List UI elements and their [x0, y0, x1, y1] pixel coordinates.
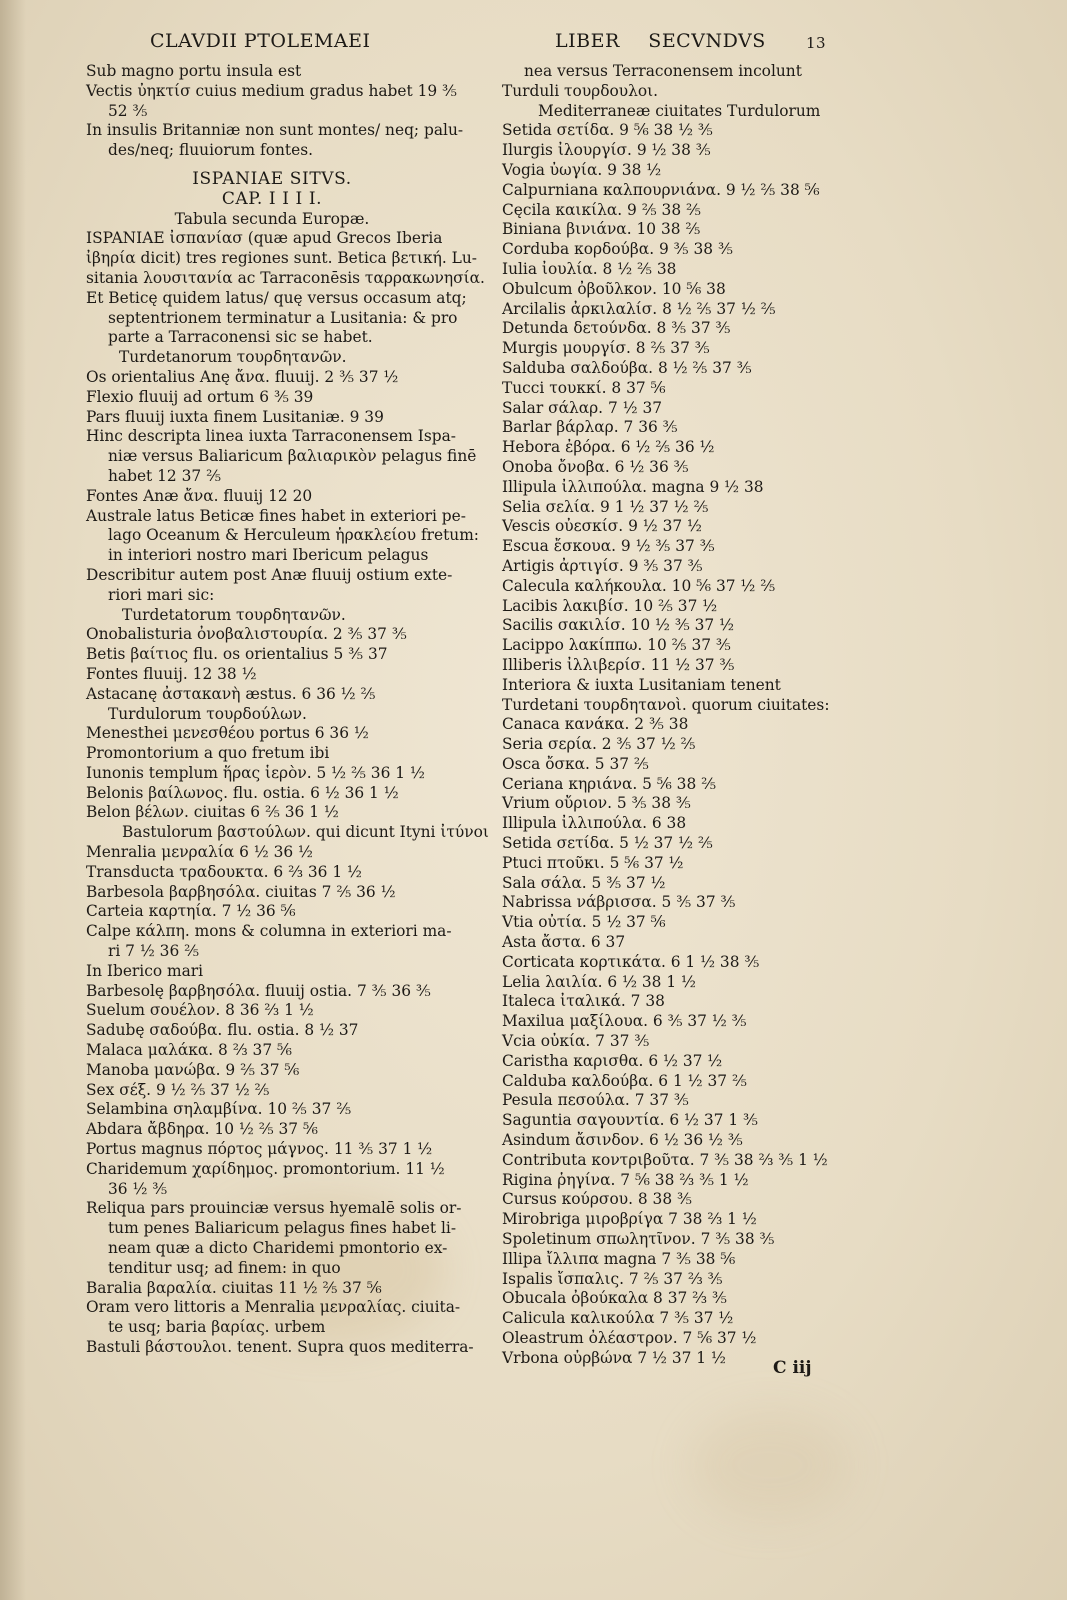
text-line: Australe latus Beticæ fines habet in exteriori pe-: [86, 506, 466, 525]
gazetteer-entry: Ceriana κηριάνα. 5 ⅚ 38 ⅖: [502, 774, 717, 793]
gazetteer-entry: Osca ὄσκα. 5 37 ⅖: [502, 754, 649, 773]
gazetteer-entry: Sacilis σακιλίσ. 10 ½ ⅗ 37 ½: [502, 616, 735, 635]
text-line: 36 ½ ⅗: [108, 1179, 168, 1198]
gazetteer-entry: Interiora & iuxta Lusitaniam tenent: [502, 675, 781, 694]
signature-mark: C iij: [773, 1358, 812, 1378]
chapter-heading: CAP. I I I I.: [221, 188, 323, 209]
text-line: Bastulorum βαστούλων. qui dicunt Ityni ἰτύνοι: [122, 823, 489, 842]
text-line: Charidemum χαρίδημος. promontorium. 11 ½: [86, 1159, 445, 1178]
folio-number: 13: [806, 34, 827, 52]
text-line: Carteia καρτηία. 7 ½ 36 ⅚: [86, 902, 296, 921]
gazetteer-entry: Obulcum ὀβοῦλκον. 10 ⅚ 38: [502, 279, 726, 298]
gazetteer-entry: Illipa ἴλλιπα magna 7 ⅗ 38 ⅚: [502, 1249, 736, 1268]
text-line: tum penes Baliaricum pelagus fines habet li-: [108, 1219, 457, 1238]
text-line: 52 ⅗: [108, 101, 148, 120]
text-line: Vectis ὐηκτίσ cuius medium gradus habet 19 ⅗: [86, 81, 457, 100]
text-line: Oram vero littoris a Menralia μενραλίας. ciuita-: [86, 1298, 461, 1317]
gazetteer-entry: Salar σάλαρ. 7 ½ 37: [502, 398, 663, 417]
gazetteer-entry: Spoletinum σπωλητῖνον. 7 ⅗ 38 ⅗: [502, 1230, 775, 1249]
gazetteer-entry: Artigis ἀρτιγίσ. 9 ⅗ 37 ⅗: [502, 556, 703, 575]
text-line: Flexio fluuij ad ortum 6 ⅗ 39: [86, 387, 314, 406]
gazetteer-entry: Calpurniana καλπουρνιάνα. 9 ½ ⅖ 38 ⅚: [502, 180, 820, 199]
gazetteer-entry: Ilurgis ἰλουργίσ. 9 ½ 38 ⅗: [502, 141, 711, 160]
text-line: Turdulorum τουρδούλων.: [108, 704, 307, 723]
text-line: ri 7 ½ 36 ⅖: [108, 942, 200, 961]
text-line: Sub magno portu insula est: [86, 62, 302, 80]
gazetteer-entry: Setida σετίδα. 5 ½ 37 ½ ⅖: [502, 834, 713, 853]
text-line: Abdara ἄβδηρα. 10 ½ ⅖ 37 ⅚: [86, 1120, 318, 1139]
gazetteer-entry: Vcia οὐκία. 7 37 ⅗: [502, 1032, 650, 1051]
text-line: tenditur usq; ad finem: in quo: [108, 1258, 341, 1277]
gazetteer-entry: Italeca ἰταλικά. 7 38: [502, 992, 665, 1011]
text-line: Astacanę ἀστακανὴ æstus. 6 36 ½ ⅖: [86, 684, 376, 703]
text-line: Transducta τραδουκτα. 6 ⅔ 36 1 ½: [86, 862, 362, 881]
text-line: Barbesolę βαρβησόλα. fluuij ostia. 7 ⅗ 36 ⅗: [86, 981, 431, 1000]
gazetteer-entry: Cursus κούρσου. 8 38 ⅗: [502, 1190, 692, 1209]
running-title-left: CLAVDII PTOLEMAEI: [150, 30, 371, 52]
gazetteer-entry: Illipula ἰλλιπούλα. 6 38: [502, 814, 687, 833]
gazetteer-entry: Arcilalis ἀρκιλαλίσ. 8 ½ ⅖ 37 ½ ⅖: [502, 299, 776, 318]
gazetteer-entry: Iulia ἰουλία. 8 ½ ⅖ 38: [502, 259, 677, 278]
text-line: Et Beticę quidem latus/ quę versus occasum atq;: [86, 288, 467, 307]
text-line: Fontes Anæ ἄνα. fluuij 12 20: [86, 486, 313, 505]
gazetteer-entry: Cęcila καικίλα. 9 ⅖ 38 ⅖: [502, 200, 701, 219]
text-line: Betis βαίτιος flu. os orientalius 5 ⅗ 37: [86, 645, 388, 664]
gazetteer-entry: Vrium οὔριον. 5 ⅗ 38 ⅗: [502, 794, 691, 813]
text-line: niæ versus Baliaricum βαλιαρικὸν pelagus finē: [108, 447, 477, 466]
text-line: Onobalisturia ὀνοβαλιστουρία. 2 ⅗ 37 ⅗: [86, 625, 407, 644]
left-text-column: [86, 62, 489, 1358]
gazetteer-entry: Caristha καρισθα. 6 ½ 37 ½: [502, 1051, 723, 1070]
text-line: In insulis Britanniæ non sunt montes/ neq; palu-: [86, 121, 464, 140]
gazetteer-entry: Pesula πεσούλα. 7 37 ⅗: [502, 1091, 689, 1110]
text-line: Os orientalius Anę ἄνα. fluuij. 2 ⅗ 37 ½: [86, 367, 399, 386]
running-header: [0, 30, 1067, 58]
text-line: Menesthei μενεσθέου portus 6 36 ½: [86, 724, 369, 743]
gazetteer-entry: Murgis μουργίσ. 8 ⅖ 37 ⅗: [502, 339, 710, 358]
gazetteer-entry: Corticata κορτικάτα. 6 1 ½ 38 ⅗: [502, 952, 760, 971]
text-line: Selambina σηλαμβίνα. 10 ⅖ 37 ⅖: [86, 1100, 352, 1119]
text-line: In Iberico mari: [86, 961, 204, 980]
gazetteer-entry: Oleastrum ὀλέαστρον. 7 ⅚ 37 ½: [502, 1329, 757, 1347]
gazetteer-entry: Maxilua μαξίλουα. 6 ⅗ 37 ½ ⅗: [502, 1012, 747, 1031]
text-line: Promontorium a quo fretum ibi: [86, 744, 330, 763]
text-line: ISPANIAE ἰσπανίασ (quæ apud Grecos Iberia: [86, 229, 443, 248]
text-line: Belon βέλων. ciuitas 6 ⅖ 36 1 ½: [86, 803, 339, 822]
foxing-stain: [690, 1410, 850, 1520]
text-line: Barbesola βαρβησόλα. ciuitas 7 ⅖ 36 ½: [86, 882, 396, 901]
gazetteer-entry: Ptuci πτοῦκι. 5 ⅚ 37 ½: [502, 853, 684, 872]
text-line: Sadubę σαδούβα. flu. ostia. 8 ½ 37: [86, 1021, 359, 1040]
gazetteer-entry: Mediterraneæ ciuitates Turdulorum: [538, 101, 821, 120]
gazetteer-entry: Vogia ὐωγία. 9 38 ½: [502, 160, 662, 179]
text-line: lago Oceanum & Herculeum ἡρακλείου fretum:: [108, 526, 479, 545]
gazetteer-entry: Calicula καλικούλα 7 ⅗ 37 ½: [502, 1309, 734, 1328]
gazetteer-entry: Asindum ἄσινδον. 6 ½ 36 ½ ⅗: [502, 1131, 743, 1150]
gazetteer-entry: Canaca κανάκα. 2 ⅗ 38: [502, 715, 689, 734]
text-line: parte a Tarraconensi sic se habet.: [108, 328, 373, 347]
text-line: Iunonis templum ἥρας ἱερὸν. 5 ½ ⅖ 36 1 ½: [86, 763, 425, 782]
gazetteer-entry: Corduba κορδούβα. 9 ⅗ 38 ⅗: [502, 240, 733, 259]
gazetteer-entry: Nabrissa νάβρισσα. 5 ⅗ 37 ⅗: [502, 893, 736, 912]
gazetteer-entry: Illiberis ἰλλιβερίσ. 11 ½ 37 ⅗: [502, 655, 735, 674]
text-line: riori mari sic:: [108, 585, 215, 604]
gazetteer-entry: Seria σερία. 2 ⅗ 37 ½ ⅖: [502, 735, 696, 754]
gazetteer-entry: Saguntia σαγουντία. 6 ½ 37 1 ⅗: [502, 1111, 758, 1130]
text-line: Manoba μανώβα. 9 ⅖ 37 ⅚: [86, 1060, 300, 1079]
text-line: ἰβηρία dicit) tres regiones sunt. Betica βετική. Lu-: [86, 249, 477, 268]
gazetteer-entry: Tucci τουκκί. 8 37 ⅚: [502, 378, 666, 397]
text-line: des/neq; fluuiorum fontes.: [108, 141, 313, 160]
text-line: Reliqua pars prouinciæ versus hyemalē solis or-: [86, 1199, 462, 1218]
gazetteer-entry: Lacibis λακιβίσ. 10 ⅖ 37 ½: [502, 596, 718, 615]
gazetteer-entry: Salduba σαλδούβα. 8 ½ ⅖ 37 ⅗: [502, 358, 752, 377]
gazetteer-entry: Illipula ἰλλιπούλα. magna 9 ½ 38: [502, 477, 764, 496]
gazetteer-entry: Obucala ὀβούκαλα 8 37 ⅔ ⅗: [502, 1289, 727, 1308]
text-line: Fontes fluuij. 12 38 ½: [86, 664, 257, 683]
right-text-column: [502, 62, 830, 1369]
gazetteer-entry: Selia σελία. 9 1 ½ 37 ½ ⅖: [502, 497, 709, 516]
text-line: Menralia μενραλία 6 ½ 36 ½: [86, 843, 313, 862]
gazetteer-entry: Contributa κοντριβοῦτα. 7 ⅗ 38 ⅔ ⅗ 1 ½: [502, 1150, 828, 1169]
text-line: Portus magnus πόρτος μάγνος. 11 ⅗ 37 1 ½: [86, 1140, 433, 1159]
gazetteer-entry: Lelia λαιλία. 6 ½ 38 1 ½: [502, 972, 696, 991]
running-title-right: LIBER SECVNDVS: [555, 30, 766, 52]
gazetteer-entry: Escua ἔσκουα. 9 ½ ⅗ 37 ⅗: [502, 537, 715, 556]
gazetteer-entry: nea versus Terraconensem incolunt: [524, 62, 802, 80]
text-line: Malaca μαλάκα. 8 ⅔ 37 ⅚: [86, 1041, 292, 1060]
gazetteer-entry: Mirobriga μιροβρίγα 7 38 ⅔ 1 ½: [502, 1210, 757, 1229]
text-line: neam quæ a dicto Charidemi pmontorio ex-: [108, 1239, 448, 1258]
chapter-subheading: Tabula secunda Europæ.: [174, 209, 370, 228]
text-line: Baralia βαραλία. ciuitas 11 ½ ⅖ 37 ⅚: [86, 1278, 382, 1297]
gazetteer-entry: Onoba ὄνοβα. 6 ½ 36 ⅗: [502, 457, 689, 476]
text-line: Pars fluuij iuxta finem Lusitaniæ. 9 39: [86, 407, 384, 426]
text-line: in interiori nostro mari Ibericum pelagus: [108, 546, 429, 565]
text-line: Hinc descripta linea iuxta Tarraconensem Ispa-: [86, 427, 456, 446]
gazetteer-entry: Biniana βινιάνα. 10 38 ⅖: [502, 220, 701, 239]
text-line: Describitur autem post Anæ fluuij ostium exte-: [86, 565, 453, 584]
gazetteer-entry: Lacippo λακίππω. 10 ⅖ 37 ⅗: [502, 636, 731, 655]
gazetteer-entry: Sala σάλα. 5 ⅗ 37 ½: [502, 873, 666, 892]
gazetteer-entry: Vtia οὐτία. 5 ½ 37 ⅚: [502, 913, 666, 932]
gazetteer-entry: Calecula καλήκουλα. 10 ⅚ 37 ½ ⅖: [502, 576, 776, 595]
text-line: Calpe κάλπη. mons & columna in exteriori ma-: [86, 922, 452, 941]
text-line: habet 12 37 ⅖: [108, 466, 221, 485]
text-line: sitania λουσιτανία ac Tarraconēsis ταρρακωνησία.: [86, 268, 485, 287]
text-line: Turdetanorum τουρδητανῶν.: [119, 348, 347, 367]
gazetteer-entry: Asta ἄστα. 6 37: [502, 933, 626, 952]
text-line: septentrionem terminatur a Lusitania: & pro: [108, 308, 458, 327]
gazetteer-entry: Turduli τουρδουλοι.: [502, 81, 659, 100]
text-line: te usq; baria βαρίας. urbem: [108, 1318, 326, 1337]
gazetteer-entry: Detunda δετούνδα. 8 ⅗ 37 ⅗: [502, 319, 731, 338]
chapter-heading: ISPANIAE SITVS.: [192, 168, 352, 189]
gazetteer-entry: Hebora ἐβόρα. 6 ½ ⅖ 36 ½: [502, 438, 715, 457]
text-line: Sex σέξ. 9 ½ ⅖ 37 ½ ⅖: [86, 1080, 270, 1099]
text-line: Suelum σουέλον. 8 36 ⅔ 1 ½: [86, 1001, 314, 1020]
gazetteer-entry: Rigina ῥηγίνα. 7 ⅚ 38 ⅔ ⅗ 1 ½: [502, 1170, 749, 1189]
gazetteer-entry: Vescis οὐεσκίσ. 9 ½ 37 ½: [502, 517, 702, 536]
gazetteer-entry: Ispalis ἴσπαλις. 7 ⅖ 37 ⅔ ⅗: [502, 1269, 723, 1288]
text-line: Bastuli βάστουλοι. tenent. Supra quos mediterra-: [86, 1338, 474, 1356]
gazetteer-entry: Barlar βάρλαρ. 7 36 ⅗: [502, 418, 678, 437]
gazetteer-entry: Calduba καλδούβα. 6 1 ½ 37 ⅖: [502, 1071, 747, 1090]
text-line: Turdetatorum τουρδητανῶν.: [122, 605, 346, 624]
text-line: Belonis βαίλωνος. flu. ostia. 6 ½ 36 1 ½: [86, 783, 399, 802]
gazetteer-entry: Setida σετίδα. 9 ⅚ 38 ½ ⅗: [502, 121, 713, 140]
gazetteer-entry: Turdetani τουρδητανοὶ. quorum ciuitates:: [502, 695, 830, 714]
gazetteer-entry: Vrbona οὐρβώνα 7 ½ 37 1 ½: [502, 1348, 726, 1367]
